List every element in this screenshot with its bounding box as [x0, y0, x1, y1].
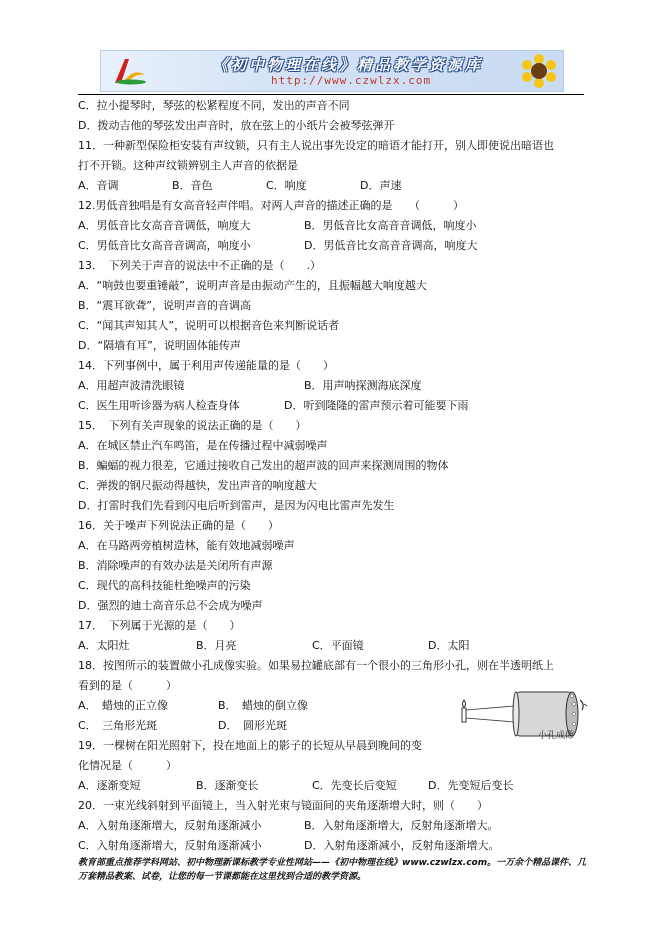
q20-options-row	[78, 836, 584, 856]
option: B．消除噪声的有效办法是关闭所有声源	[78, 559, 273, 572]
option: C．响度	[266, 179, 307, 192]
q20-options-row	[78, 816, 584, 836]
option: C．先变长后变短	[312, 779, 397, 792]
banner-url[interactable]: http://www.czwlzx.com	[271, 74, 432, 87]
header-banner	[100, 50, 564, 92]
q14-options-row	[78, 396, 584, 416]
option: C．“闻其声知其人”，说明可以根据音色来判断说话者	[78, 319, 340, 332]
option: D．先变短后变长	[428, 779, 514, 792]
option: B．男低音比女高音音调低，响度小	[304, 219, 477, 232]
option: B．入射角逐渐增大，反射角逐渐增大。	[304, 819, 499, 832]
eye-icon	[580, 700, 587, 710]
q19-options	[78, 776, 584, 796]
option: A．男低音比女高音音调低，响度大	[78, 219, 251, 232]
option: C．男低音比女高音音调高，响度小	[78, 239, 251, 252]
option: C．医生用听诊器为病人检查身体	[78, 399, 240, 412]
option: D．强烈的迪士高音乐总不会成为噪声	[78, 599, 263, 612]
option: B．音色	[172, 179, 213, 192]
text-line: 打不开锁。这种声纹锁辨别主人声音的依据是	[78, 159, 298, 172]
q13-stem: 13． 下列关于声音的说法中不正确的是（ .）	[78, 259, 321, 272]
figure-caption: 小孔成像	[538, 731, 575, 741]
option: C．入射角逐渐增大，反射角逐渐减小	[78, 839, 262, 852]
option: D．声速	[360, 179, 402, 192]
option: D．入射角逐渐减小，反射角逐渐增大。	[304, 839, 500, 852]
option: D．男低音比女高音音调高，响度大	[304, 239, 478, 252]
option: D．太阳	[428, 639, 470, 652]
q18-stem: 看到的是（ ）	[78, 679, 177, 692]
option: D．打雷时我们先看到闪电后听到雷声，是因为闪电比雷声先发生	[78, 499, 395, 512]
option: C．平面镜	[312, 639, 364, 652]
option: A．逐渐变短	[78, 779, 141, 792]
text-line: D．拨动吉他的琴弦发出声音时，放在弦上的小纸片会被琴弦弹开	[78, 119, 395, 132]
header-rule	[78, 94, 584, 95]
sunflower-icon	[519, 53, 559, 89]
option: A．用超声波清洗眼镜	[78, 379, 185, 392]
q15-stem: 15． 下列有关声现象的说法正确的是（ ）	[78, 419, 307, 432]
option: C．弹拨的钢尺振动得越快，发出声音的响度越大	[78, 479, 317, 492]
q14-stem: 14．下列事例中，属于利用声传递能量的是（ ）	[78, 359, 334, 372]
text-line: C．拉小提琴时，琴弦的松紧程度不同，发出的声音不同	[78, 99, 350, 112]
q20-stem: 20．一束光线斜射到平面镜上，当入射光束与镜面间的夹角逐渐增大时，则（ ）	[78, 799, 488, 812]
option: A． 蜡烛的正立像	[78, 699, 169, 712]
option: A．音调	[78, 179, 119, 192]
q14-options-row	[78, 376, 584, 396]
option: D． 圆形光斑	[218, 719, 287, 732]
option: A．“响鼓也要重锤敲”，说明声音是由振动产生的，且振幅越大响度越大	[78, 279, 427, 292]
q12-options-row	[78, 216, 584, 236]
q11-options	[78, 176, 584, 196]
option: A．入射角逐渐增大，反射角逐渐减小	[78, 819, 262, 832]
q19-stem: 化情况是（ ）	[78, 759, 177, 772]
option: C．现代的高科技能杜绝噪声的污染	[78, 579, 251, 592]
option: B．月亮	[196, 639, 237, 652]
q12-options-row	[78, 236, 584, 256]
site-logo-icon	[111, 57, 147, 85]
option: D．听到隆隆的雷声预示着可能要下雨	[284, 399, 469, 412]
footer-note: 教育部重点推荐学科网站、初中物理新课标教学专业性网站——《初中物理在线》www.czwlzx.com。一万余个精品课件、几万套精品教案、试卷，让您的每一节课都能在这里找到合适的教学资源。	[78, 858, 587, 882]
q18-stem: 18．按图所示的装置做小孔成像实验。如果易拉罐底部有一个很小的三角形小孔，则在半透明纸上	[78, 659, 554, 672]
option: B．蝙蝠的视力很差，它通过接收自己发出的超声波的回声来探测周围的物体	[78, 459, 449, 472]
option: C． 三角形光斑	[78, 719, 158, 732]
option: A．在城区禁止汽车鸣笛，是在传播过程中减弱噪声	[78, 439, 328, 452]
q17-stem: 17． 下列属于光源的是（ ）	[78, 619, 241, 632]
q12-stem: 12.男低音独唱是有女高音轻声伴唱。对两人声音的描述正确的是 （ ）	[78, 199, 464, 212]
option: B．“震耳欲聋”，说明声音的音调高	[78, 299, 251, 312]
candle-icon	[462, 700, 466, 722]
option: B．用声呐探测海底深度	[304, 379, 422, 392]
text-line: 11．一种新型保险柜安装有声纹锁，只有主人说出事先设定的暗语才能打开，别人即使说出暗语也	[78, 139, 554, 152]
option: A．太阳灶	[78, 639, 130, 652]
q17-options	[78, 636, 584, 656]
option: A．在马路两旁植树造林，能有效地减弱噪声	[78, 539, 295, 552]
option: B． 蜡烛的倒立像	[218, 699, 309, 712]
option: B．逐渐变长	[196, 779, 259, 792]
banner-title: 《初中物理在线》精品教学资源库	[213, 56, 484, 74]
q16-stem: 16．关于噪声下列说法正确的是（ ）	[78, 519, 279, 532]
q19-stem: 19．一棵树在阳光照射下，投在地面上的影子的长短从早晨到晚间的变	[78, 739, 422, 752]
option: D．“隔墙有耳”，说明固体能传声	[78, 339, 241, 352]
